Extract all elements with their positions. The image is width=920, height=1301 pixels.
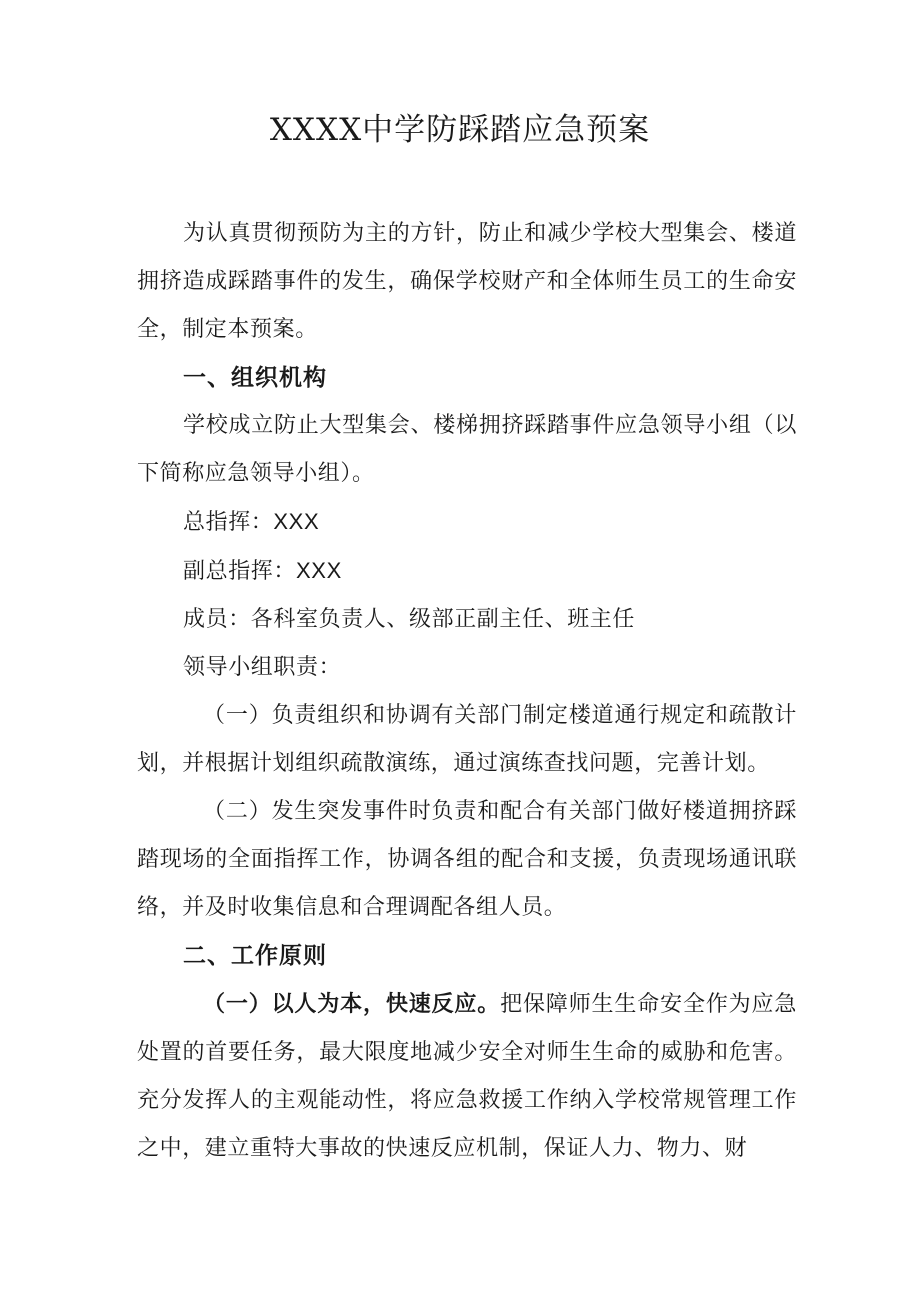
deputy-commander-line [137,547,797,596]
principle-paragraph-1 [137,980,797,1173]
principle-text: 把保障师生生命安全作为应急处置的首要任务，最大限度地减少安全对师生生命的威胁和危害。充分发挥人的主观能动性，将应急救援工作纳入学校常规管理工作之中，建立重特大事故的快速反应机制，保证人力、物力、财 [137,992,797,1161]
commander-value: XXX [273,509,320,534]
intro-paragraph: 为认真贯彻预防为主的方针，防止和减少学校大型集会、楼道拥挤造成踩踏事件的发生，确保学校财产和全体师生员工的生命安全，制定本预案。 [137,221,797,342]
commander-label: 总指挥： [183,510,274,535]
members-line: 成员：各科室负责人、级部正副主任、班主任 [183,607,636,632]
document-title: XXXX中学防踩踏应急预案 [269,112,651,148]
principle-lead: （一）以人为本，快速反应。 [203,991,501,1017]
duty-item-1: （一）负责组织和协调有关部门制定楼道通行规定和疏散计划，并根据计划组织疏散演练，通过演练查找问题，完善计划。 [137,703,797,776]
deputy-commander-label: 副总指挥： [183,559,297,584]
duties-label: 领导小组职责： [183,655,342,680]
document-body [137,210,797,1173]
commander-line [137,498,797,547]
duty-item-2: （二）发生突发事件时负责和配合有关部门做好楼道拥挤踩踏现场的全面指挥工作，协调各组的配合和支援，负责现场通讯联络，并及时收集信息和合理调配各组人员。 [137,799,797,920]
section-heading-principles: 二、工作原则 [183,943,327,969]
deputy-commander-value: XXX [296,558,342,583]
section-heading-organization: 一、组织机构 [183,365,327,391]
organization-paragraph: 学校成立防止大型集会、楼梯拥挤踩踏事件应急领导小组（以下简称应急领导小组）。 [137,413,797,486]
